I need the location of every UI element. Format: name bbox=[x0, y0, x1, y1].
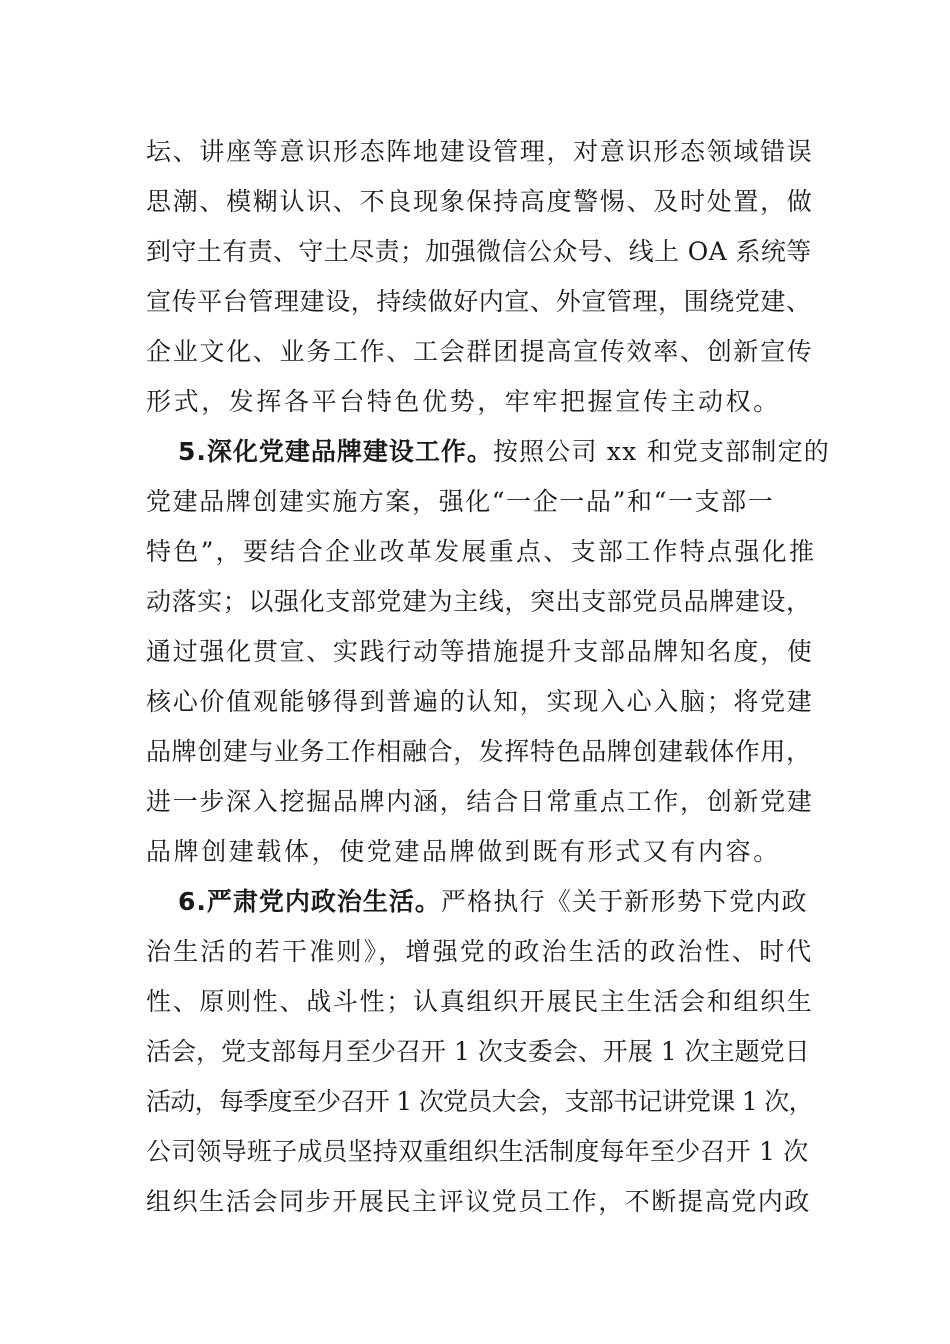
paragraph-2-line-8: 进一步深入挖掘品牌内涵，结合日常重点工作，创新党建 bbox=[146, 787, 814, 816]
paragraph-2-line-9: 品牌创建载体，使党建品牌做到既有形式又有内容。 bbox=[146, 837, 781, 866]
section-5-heading: 5.深化党建品牌建设工作。 bbox=[178, 437, 493, 466]
paragraph-2-line-4: 动落实；以强化支部党建为主线，突出支部党员品牌建设， bbox=[146, 587, 812, 616]
paragraph-2-line-3: 特色”，要结合企业改革发展重点、支部工作特点强化推 bbox=[146, 537, 817, 566]
paragraph-3-line-4: 活会，党支部每月至少召开 1 次支委会、开展 1 次主题党日 bbox=[146, 1037, 810, 1066]
paragraph-3-line-1 bbox=[178, 884, 808, 920]
section-6-heading: 6.严肃党内政治生活。 bbox=[178, 887, 441, 916]
paragraph-1-line-3: 到守土有责、守土尽责；加强微信公众号、线上 OA 系统等 bbox=[146, 237, 812, 266]
paragraph-2-line-6: 核心价值观能够得到普遍的认知，实现入心入脑；将党建 bbox=[146, 687, 814, 716]
section-5-first-line-text: 按照公司 xx 和党支部制定的 bbox=[492, 437, 830, 466]
paragraph-1-line-2: 思潮、模糊认识、不良现象保持高度警惕、及时处置，做 bbox=[146, 187, 814, 216]
paragraph-2-line-2: 党建品牌创建实施方案，强化“一企一品”和“一支部一 bbox=[146, 487, 775, 516]
paragraph-3-line-6: 公司领导班子成员坚持双重组织生活制度每年至少召开 1 次 bbox=[146, 1137, 809, 1166]
paragraph-1-line-4: 宣传平台管理建设，持续做好内宣、外宣管理，围绕党建、 bbox=[146, 287, 812, 316]
paragraph-3-line-5: 活动，每季度至少召开 1 次党员大会，支部书记讲党课 1 次， bbox=[146, 1087, 813, 1116]
paragraph-1-line-6: 形式，发挥各平台特色优势，牢牢把握宣传主动权。 bbox=[146, 387, 781, 416]
paragraph-2-line-5: 通过强化贯宣、实践行动等措施提升支部品牌知名度，使 bbox=[146, 637, 814, 666]
paragraph-1-line-1: 坛、讲座等意识形态阵地建设管理，对意识形态领域错误 bbox=[146, 137, 814, 166]
paragraph-3-line-2: 治生活的若干准则》，增强党的政治生活的政治性、时代 bbox=[146, 937, 814, 966]
paragraph-2-line-1 bbox=[178, 434, 830, 470]
paragraph-3-line-7: 组织生活会同步开展民主评议党员工作，不断提高党内政 bbox=[146, 1187, 812, 1216]
paragraph-1-line-5: 企业文化、业务工作、工会群团提高宣传效率、创新宣传 bbox=[146, 337, 814, 366]
paragraph-3-line-3: 性、原则性、战斗性；认真组织开展民主生活会和组织生 bbox=[146, 987, 814, 1016]
section-6-first-line-text: 严格执行《关于新形势下党内政 bbox=[440, 887, 808, 916]
paragraph-2-line-7: 品牌创建与业务工作相融合，发挥特色品牌创建载体作用， bbox=[146, 737, 812, 766]
